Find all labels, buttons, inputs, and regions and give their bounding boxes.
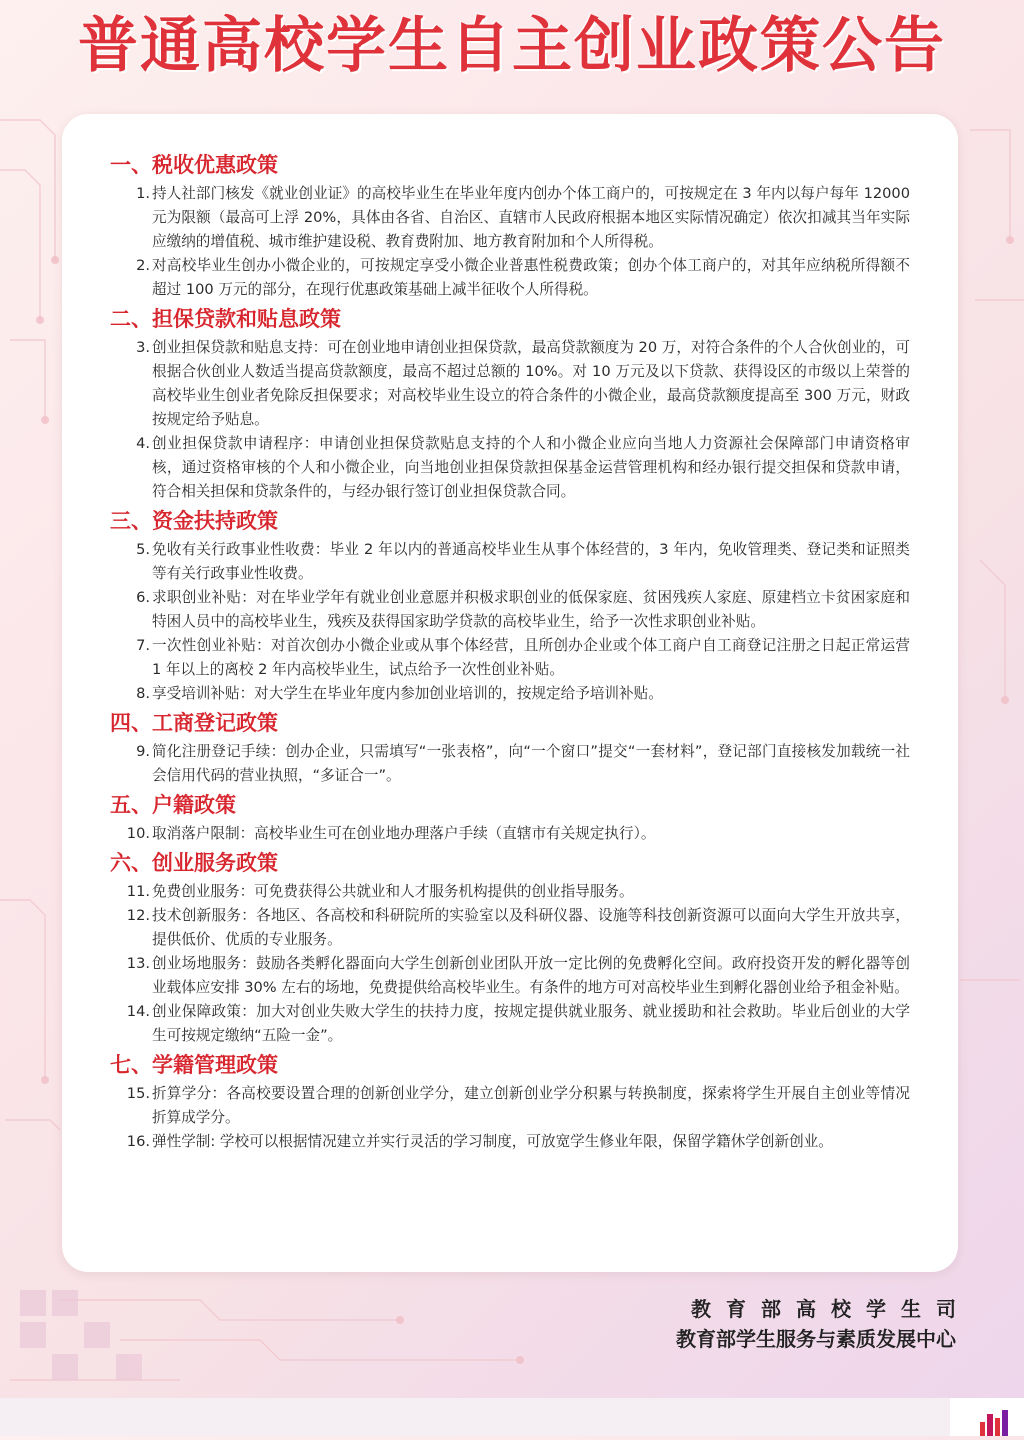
policy-item bbox=[110, 1130, 910, 1154]
policy-section bbox=[110, 506, 910, 706]
item-number: 9. bbox=[136, 743, 150, 760]
policy-section bbox=[110, 790, 910, 846]
section-heading: 七、学籍管理政策 bbox=[110, 1053, 278, 1077]
item-number: 2. bbox=[136, 257, 150, 274]
item-number: 15. bbox=[126, 1085, 150, 1102]
policy-item bbox=[110, 822, 910, 846]
policy-item bbox=[110, 740, 910, 788]
issuer-signature bbox=[676, 1294, 971, 1354]
policy-item bbox=[110, 1082, 910, 1130]
item-text: 求职创业补贴：对在毕业学年有就业创业意愿并积极求职创业的低保家庭、贫困残疾人家庭、原建档立卡贫困家庭和特困人员中的高校毕业生，残疾及获得国家助学贷款的高校毕业生，给予一次性求职创业补贴。 bbox=[152, 589, 910, 630]
item-text: 创业保障政策：加大对创业失败大学生的扶持力度，按规定提供就业服务、就业援助和社会救助。毕业后创业的大学生可按规定缴纳“五险一金”。 bbox=[152, 1003, 910, 1044]
item-number: 13. bbox=[126, 955, 150, 972]
policy-item bbox=[110, 254, 910, 302]
corner-logo bbox=[950, 1398, 1024, 1436]
item-number: 1. bbox=[136, 185, 150, 202]
item-number: 6. bbox=[136, 589, 150, 606]
building-logo-icon bbox=[950, 1398, 1024, 1436]
policy-item bbox=[110, 952, 910, 1000]
policy-item bbox=[110, 1000, 910, 1048]
policy-item bbox=[110, 182, 910, 254]
section-heading: 一、税收优惠政策 bbox=[110, 153, 278, 177]
item-number: 3. bbox=[136, 339, 150, 356]
item-number: 10. bbox=[126, 825, 150, 842]
policy-item bbox=[110, 682, 910, 706]
item-text: 持人社部门核发《就业创业证》的高校毕业生在毕业年度内创办个体工商户的，可按规定在 3 年内以每户每年 12000 元为限额（最高可上浮 20%，具体由各省、自治区、直辖市人民政府根据本地区实际情况确定）依次扣减其当年实际应缴纳的增值税、城市维护建设税、教育费附加、地方教育附加和个人所得税。 bbox=[152, 185, 910, 250]
item-text: 折算学分：各高校要设置合理的创新创业学分，建立创新创业学分积累与转换制度，探索将学生开展自主创业等情况折算成学分。 bbox=[152, 1085, 910, 1126]
item-number: 12. bbox=[126, 907, 150, 924]
item-text: 简化注册登记手续：创办企业，只需填写“一张表格”，向“一个窗口”提交“一套材料”，登记部门直接核发加载统一社会信用代码的营业执照，“多证合一”。 bbox=[152, 743, 910, 784]
item-number: 7. bbox=[136, 637, 150, 654]
item-number: 14. bbox=[126, 1003, 150, 1020]
item-text: 弹性学制: 学校可以根据情况建立并实行灵活的学习制度，可放宽学生修业年限，保留学籍休学创新创业。 bbox=[152, 1133, 833, 1150]
item-number: 16. bbox=[126, 1133, 150, 1150]
policy-item bbox=[110, 538, 910, 586]
policy-section bbox=[110, 708, 910, 788]
policy-item bbox=[110, 586, 910, 634]
item-number: 8. bbox=[136, 685, 150, 702]
issuer-line-1: 教育部高校学生司 bbox=[691, 1297, 971, 1321]
policy-item bbox=[110, 880, 910, 904]
item-number: 4. bbox=[136, 435, 150, 452]
issuer-line-2: 教育部学生服务与素质发展中心 bbox=[676, 1327, 956, 1351]
policy-item bbox=[110, 904, 910, 952]
policy-section bbox=[110, 1050, 910, 1154]
item-number: 5. bbox=[136, 541, 150, 558]
item-text: 创业担保贷款申请程序：申请创业担保贷款贴息支持的个人和小微企业应向当地人力资源社会保障部门申请资格审核，通过资格审核的个人和小微企业，向当地创业担保贷款担保基金运营管理机构和经办银行提交担保和贷款申请，符合相关担保和贷款条件的，与经办银行签订创业担保贷款合同。 bbox=[152, 435, 910, 500]
item-text: 免收有关行政事业性收费：毕业 2 年以内的普通高校毕业生从事个体经营的，3 年内，免收管理类、登记类和证照类等有关行政事业性收费。 bbox=[152, 541, 910, 582]
policy-item bbox=[110, 432, 910, 504]
policy-section bbox=[110, 304, 910, 504]
item-text: 一次性创业补贴：对首次创办小微企业或从事个体经营，且所创办企业或个体工商户自工商登记注册之日起正常运营 1 年以上的离校 2 年内高校毕业生，试点给予一次性创业补贴。 bbox=[152, 637, 910, 678]
section-heading: 五、户籍政策 bbox=[110, 793, 236, 817]
policy-section bbox=[110, 150, 910, 302]
policy-section bbox=[110, 848, 910, 1048]
item-number: 11. bbox=[126, 883, 150, 900]
page-title: 普通高校学生自主创业政策公告 bbox=[78, 11, 946, 81]
item-text: 创业场地服务：鼓励各类孵化器面向大学生创新创业团队开放一定比例的免费孵化空间。政府投资开发的孵化器等创业载体应安排 30% 左右的场地，免费提供给高校毕业生。有条件的地方可对高校毕业生到孵化器创业给予租金补贴。 bbox=[152, 955, 910, 996]
policy-item bbox=[110, 634, 910, 682]
item-text: 享受培训补贴：对大学生在毕业年度内参加创业培训的，按规定给予培训补贴。 bbox=[152, 685, 663, 702]
section-heading: 二、担保贷款和贴息政策 bbox=[110, 307, 341, 331]
item-text: 技术创新服务：各地区、各高校和科研院所的实验室以及科研仪器、设施等科技创新资源可以面向大学生开放共享，提供低价、优质的专业服务。 bbox=[152, 907, 910, 948]
item-text: 对高校毕业生创办小微企业的，可按规定享受小微企业普惠性税费政策；创办个体工商户的，对其年应纳税所得额不超过 100 万元的部分，在现行优惠政策基础上减半征收个人所得税。 bbox=[152, 257, 910, 298]
policy-list bbox=[110, 148, 910, 1154]
section-heading: 四、工商登记政策 bbox=[110, 711, 278, 735]
section-heading: 六、创业服务政策 bbox=[110, 851, 278, 875]
section-heading: 三、资金扶持政策 bbox=[110, 509, 278, 533]
item-text: 免费创业服务：可免费获得公共就业和人才服务机构提供的创业指导服务。 bbox=[152, 883, 634, 900]
policy-item bbox=[110, 336, 910, 432]
item-text: 创业担保贷款和贴息支持：可在创业地申请创业担保贷款，最高贷款额度为 20 万，对符合条件的个人合伙创业的，可根据合伙创业人数适当提高贷款额度，最高不超过总额的 10%。对 10 万元及以下贷款、获得设区的市级以上荣誉的高校毕业生创业者免除反担保要求；对高校毕业生设立的符合条件的小微企业，最高贷款额度提高至 300 万元，财政按规定给予贴息。 bbox=[152, 339, 910, 428]
item-text: 取消落户限制：高校毕业生可在创业地办理落户手续（直辖市有关规定执行）。 bbox=[152, 825, 656, 842]
